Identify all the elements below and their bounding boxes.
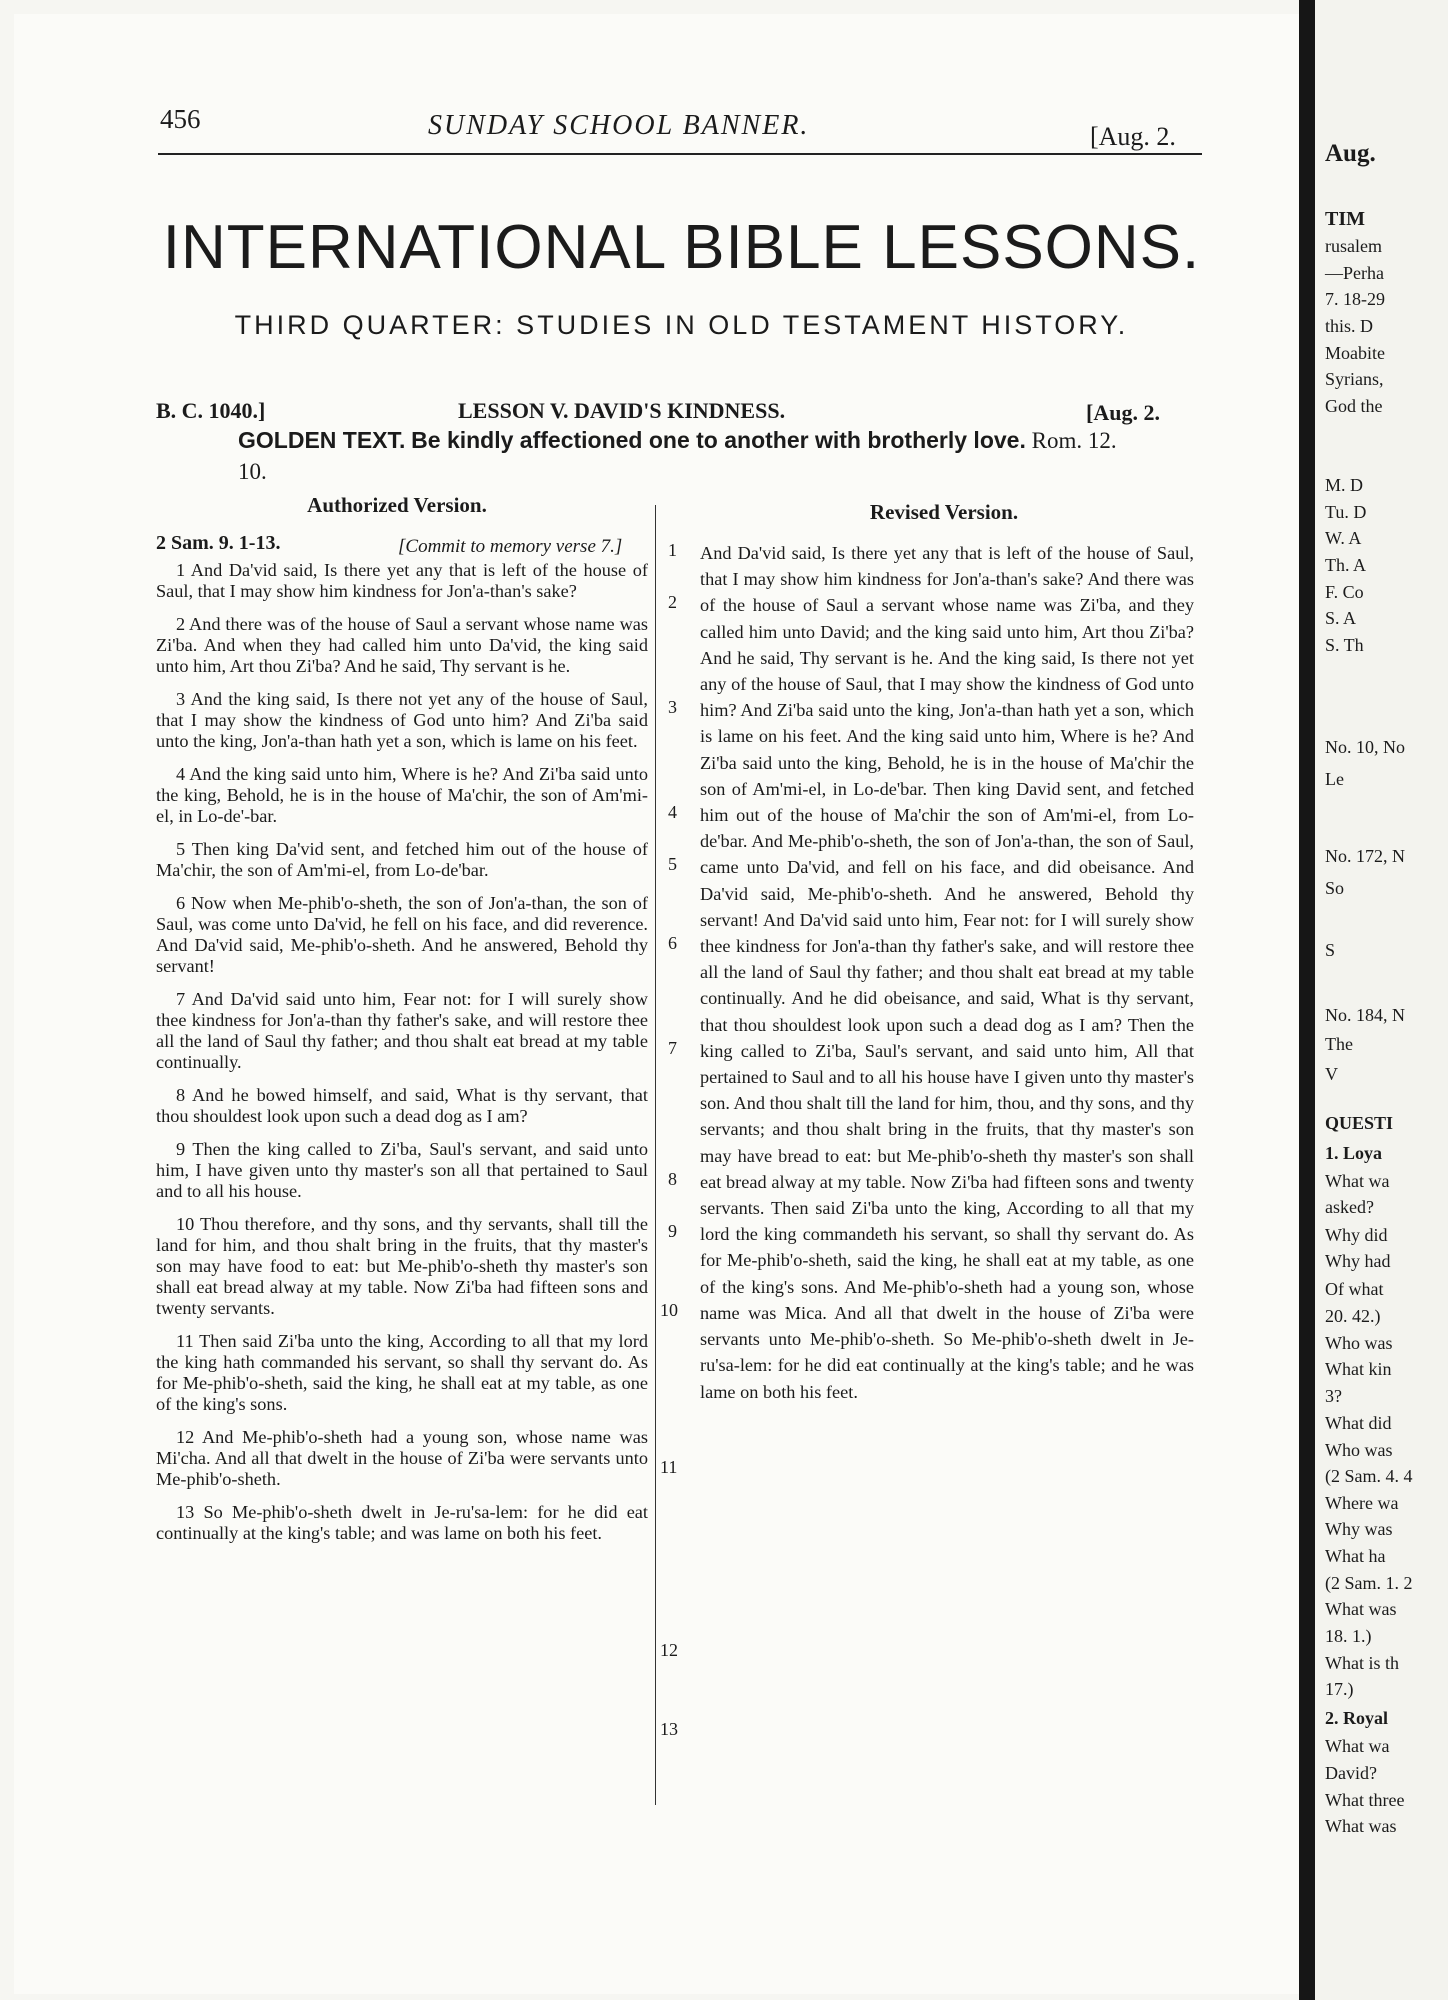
commit-note: [Commit to memory verse 7.] [398,536,623,557]
verse-number: 1 [668,540,677,560]
adjacent-page-line: No. 184, N [1325,1005,1405,1025]
verse-number: 13 [660,1719,678,1739]
adjacent-page-line: What was [1325,1816,1397,1836]
verse-number: 6 [668,933,677,953]
column-divider [655,505,656,1805]
authorized-verse: 3 And the king said, Is there not yet any of the house of Saul, that I may show the kindness of God unto him? And Zi'ba said unto the king, Jon'a-than hath yet a son, which is lame on his feet. [156,689,648,751]
verse-number: 8 [668,1169,677,1189]
adjacent-page-line: M. D [1325,475,1364,495]
authorized-verse: 6 Now when Me-phib'o-sheth, the son of Jon'a-than, the son of Saul, was come unto Da'vid, he fell on his face, and did reverence. And Da'vid said, Me-phib'o-sheth. And he answered, Behold thy servant! [156,893,648,976]
adjacent-page-line: The [1325,1034,1353,1054]
authorized-text [156,560,648,1556]
adjacent-page-line: S. A [1325,608,1357,628]
authorized-verse: 8 And he bowed himself, and said, What is thy servant, that thou shouldest look upon such a dead dog as I am? [156,1085,648,1126]
adjacent-page-line: Why did [1325,1225,1388,1245]
adjacent-page-line: QUESTI [1325,1113,1394,1133]
adjacent-page-line: 18. 1.) [1325,1626,1372,1646]
adjacent-page-line: (2 Sam. 1. 2 [1325,1573,1413,1593]
golden-text-reference: Rom. 12. 10. [238,428,1117,484]
golden-text [238,425,1138,487]
adjacent-page-line: S. Th [1325,635,1364,655]
verse-number: 12 [660,1640,678,1660]
adjacent-page-line: 7. 18-29 [1325,289,1385,309]
adjacent-page-line: this. D [1325,316,1374,336]
running-title: SUNDAY SCHOOL BANNER. [428,110,810,141]
adjacent-page-line: What ha [1325,1546,1386,1566]
adjacent-page-line: Th. A [1325,555,1367,575]
adjacent-page-line: Where wa [1325,1493,1399,1513]
adjacent-page-line: rusalem [1325,236,1382,256]
adjacent-page-line: (2 Sam. 4. 4 [1325,1466,1413,1486]
adjacent-page-line: 3? [1325,1386,1342,1406]
adjacent-page-line: asked? [1325,1197,1374,1217]
adjacent-page [1315,0,1448,2000]
adjacent-page-line: Who was [1325,1333,1393,1353]
scripture-reference [156,532,280,555]
adjacent-page-line: Who was [1325,1440,1393,1460]
adjacent-page-line: Le [1325,769,1344,789]
verse-number: 4 [668,802,677,822]
adjacent-page-line: What did [1325,1413,1392,1433]
verse-number: 9 [668,1221,677,1241]
adjacent-page-line: Moabite [1325,343,1385,363]
adjacent-page-line: God the [1325,396,1383,416]
adjacent-page-line: Why had [1325,1251,1391,1271]
adjacent-page-line: What kin [1325,1359,1392,1379]
authorized-verse: 10 Thou therefore, and thy sons, and thy servants, shall till the land for him, and thou shalt bring in the fruits, that thy master's son may have food to eat: but Me-phib'o-sheth thy master's son shall eat bread alway at my table. Now Zi'ba had fifteen sons and twenty servants. [156,1214,648,1318]
authorized-verse: 12 And Me-phib'o-sheth had a young son, whose name was Mi'cha. And all that dwelt in the house of Zi'ba were servants unto Me-phib'o-sheth. [156,1427,648,1489]
adjacent-page-line: What is th [1325,1653,1399,1673]
adjacent-page-line: F. Co [1325,582,1364,602]
verse-number: 3 [668,697,677,717]
authorized-verse: 7 And Da'vid said unto him, Fear not: for I will surely show thee kindness for Jon'a-than thy father's sake, and will restore thee all the land of Saul thy father; and thou shalt eat bread at my table continually. [156,989,648,1072]
authorized-verse: 9 Then the king called to Zi'ba, Saul's servant, and said unto him, I have given unto thy master's son all that pertained to Saul and to all his house. [156,1139,648,1201]
golden-text-label: GOLDEN TEXT. [238,427,406,453]
revised-paragraph: And Da'vid said, Is there yet any that is left of the house of Saul, that I may show him kindness for Jon'a-than's sake? And there was of the house of Saul a servant whose name was Zi'ba, and they called him unto David; and the king said unto him, Art thou Zi'ba? And he said, Thy servant is he. And the king said, Is there not yet any of the house of Saul, that I may show the kindness of God unto him? And Zi'ba said unto the king, Jon'a-than hath yet a son, which is lame on his feet. And the king said unto him, Where is he? And Zi'ba said unto the king, Behold, he is in the house of Ma'chir the son of Am'mi-el, in Lo-de'bar. Then king David sent, and fetched him out of the house of Ma'chir the son of Am'mi-el, from Lo-de'bar. And Me-phib'o-sheth, the son of Jon'a-than, the son of Saul, came unto Da'vid, and fell on his face, and did obeisance. And Da'vid said, Me-phib'o-sheth. And he answered, Behold thy servant! And Da'vid said unto him, Fear not: for I will surely show thee kindness for Jon'a-than thy father's sake, and will restore thee all the land of Saul thy father; and thou shalt eat bread at my table continually. And he did obeisance, and said, What is thy servant, that thou shouldest look upon such a dead dog as I am? Then the king called to Zi'ba, Saul's servant, and said unto him, All that pertained to Saul and to all his house have I given unto thy master's son. And thou shalt till the land for him, thou, and thy sons, and thy servants; and thou shalt bring in the fruits, that thy master's son may have bread to eat: but Me-phib'o-sheth thy master's son shall eat bread alway at my table. Now Zi'ba had fifteen sons and twenty servants. Then said Zi'ba unto the king, According to all that my lord the king commandeth his servant, so shall thy servant do. As for Me-phib'o-sheth, said the king, he shall eat at my table, as one of the king's sons. And Me-phib'o-sheth had a young son, whose name was Mica. And all that dwelt in the house of Zi'ba were servants unto Me-phib'o-sheth. So Me-phib'o-sheth dwelt in Je-ru'sa-lem: for he did eat continually at the king's table; and he was lame on both his feet. [700,543,1194,1402]
header-date: [Aug. 2. [1090,122,1176,151]
lesson-title: LESSON V. DAVID'S KINDNESS. [458,398,786,423]
adjacent-page-line: 17.) [1325,1679,1354,1699]
golden-text-body: Be kindly affectioned one to another with brotherly love. [411,427,1026,453]
adjacent-page-line: V [1325,1064,1338,1084]
adjacent-page-line: W. A [1325,528,1362,548]
adjacent-page-line: 1. Loya [1325,1143,1383,1163]
revised-heading: Revised Version. [869,500,1019,524]
adjacent-page-line: No. 10, No [1325,737,1405,757]
adjacent-page-line: What wa [1325,1736,1390,1756]
adjacent-page-line: S [1325,940,1336,960]
scripture-reference-text: 2 Sam. 9. 1-13. [156,532,281,554]
adjacent-page-line: What three [1325,1790,1405,1810]
revised-text [700,540,1194,1405]
authorized-verse: 11 Then said Zi'ba unto the king, According to all that my lord the king hath commanded his servant, so shall thy servant do. As for Me-phib'o-sheth, said the king, he shall eat at my table, as one of the king's sons. [156,1331,648,1414]
adjacent-page-line: —Perha [1325,263,1384,283]
verse-number: 5 [668,854,677,874]
page-number: 456 [160,104,201,134]
header-rule [158,153,1202,155]
adjacent-page-line: Of what [1325,1279,1384,1299]
book-gutter [1299,0,1315,2000]
adjacent-page-line: Tu. D [1325,502,1367,522]
adjacent-page-line: 2. Royal [1325,1708,1388,1728]
authorized-verse: 1 And Da'vid said, Is there yet any that is left of the house of Saul, that I may show him kindness for Jon'a-than's sake? [156,560,648,601]
verse-number: 10 [660,1300,678,1320]
authorized-verse: 4 And the king said unto him, Where is he? And Zi'ba said unto the king, Behold, he is in the house of Ma'chir, the son of Am'mi-el, in Lo-de'-bar. [156,764,648,826]
adjacent-page-line: David? [1325,1763,1377,1783]
adjacent-page-line: What was [1325,1599,1397,1619]
adjacent-page-line: Why was [1325,1519,1393,1539]
verse-number: 7 [668,1038,677,1058]
adjacent-page-line: Aug. [1325,140,1376,167]
authorized-heading: Authorized Version. [307,493,487,517]
page-subtitle: THIRD QUARTER: STUDIES IN OLD TESTAMENT HISTORY. [234,310,1129,340]
authorized-verse: 2 And there was of the house of Saul a servant whose name was Zi'ba. And when they had called him unto Da'vid, the king said unto him, Art thou Zi'ba? And he said, Thy servant is he. [156,614,648,676]
adjacent-page-line: TIM [1325,208,1365,230]
lesson-date: B. C. 1040.] [156,398,266,423]
page-title: INTERNATIONAL BIBLE LESSONS. [162,213,1201,282]
adjacent-page-line: No. 172, N [1325,846,1405,866]
adjacent-page-line: So [1325,878,1345,898]
lesson-aug: [Aug. 2. [1086,400,1160,425]
verse-number: 11 [660,1457,678,1477]
authorized-verse: 5 Then king Da'vid sent, and fetched him out of the house of Ma'chir, the son of Am'mi-el, from Lo-de'bar. [156,839,648,880]
authorized-verse: 13 So Me-phib'o-sheth dwelt in Je-ru'sa-lem: for he did eat continually at the king's table; and was lame on both his feet. [156,1502,648,1543]
verse-number: 2 [668,592,677,612]
adjacent-page-line: Syrians, [1325,369,1384,389]
adjacent-page-line: 20. 42.) [1325,1306,1381,1326]
adjacent-page-line: What wa [1325,1171,1390,1191]
